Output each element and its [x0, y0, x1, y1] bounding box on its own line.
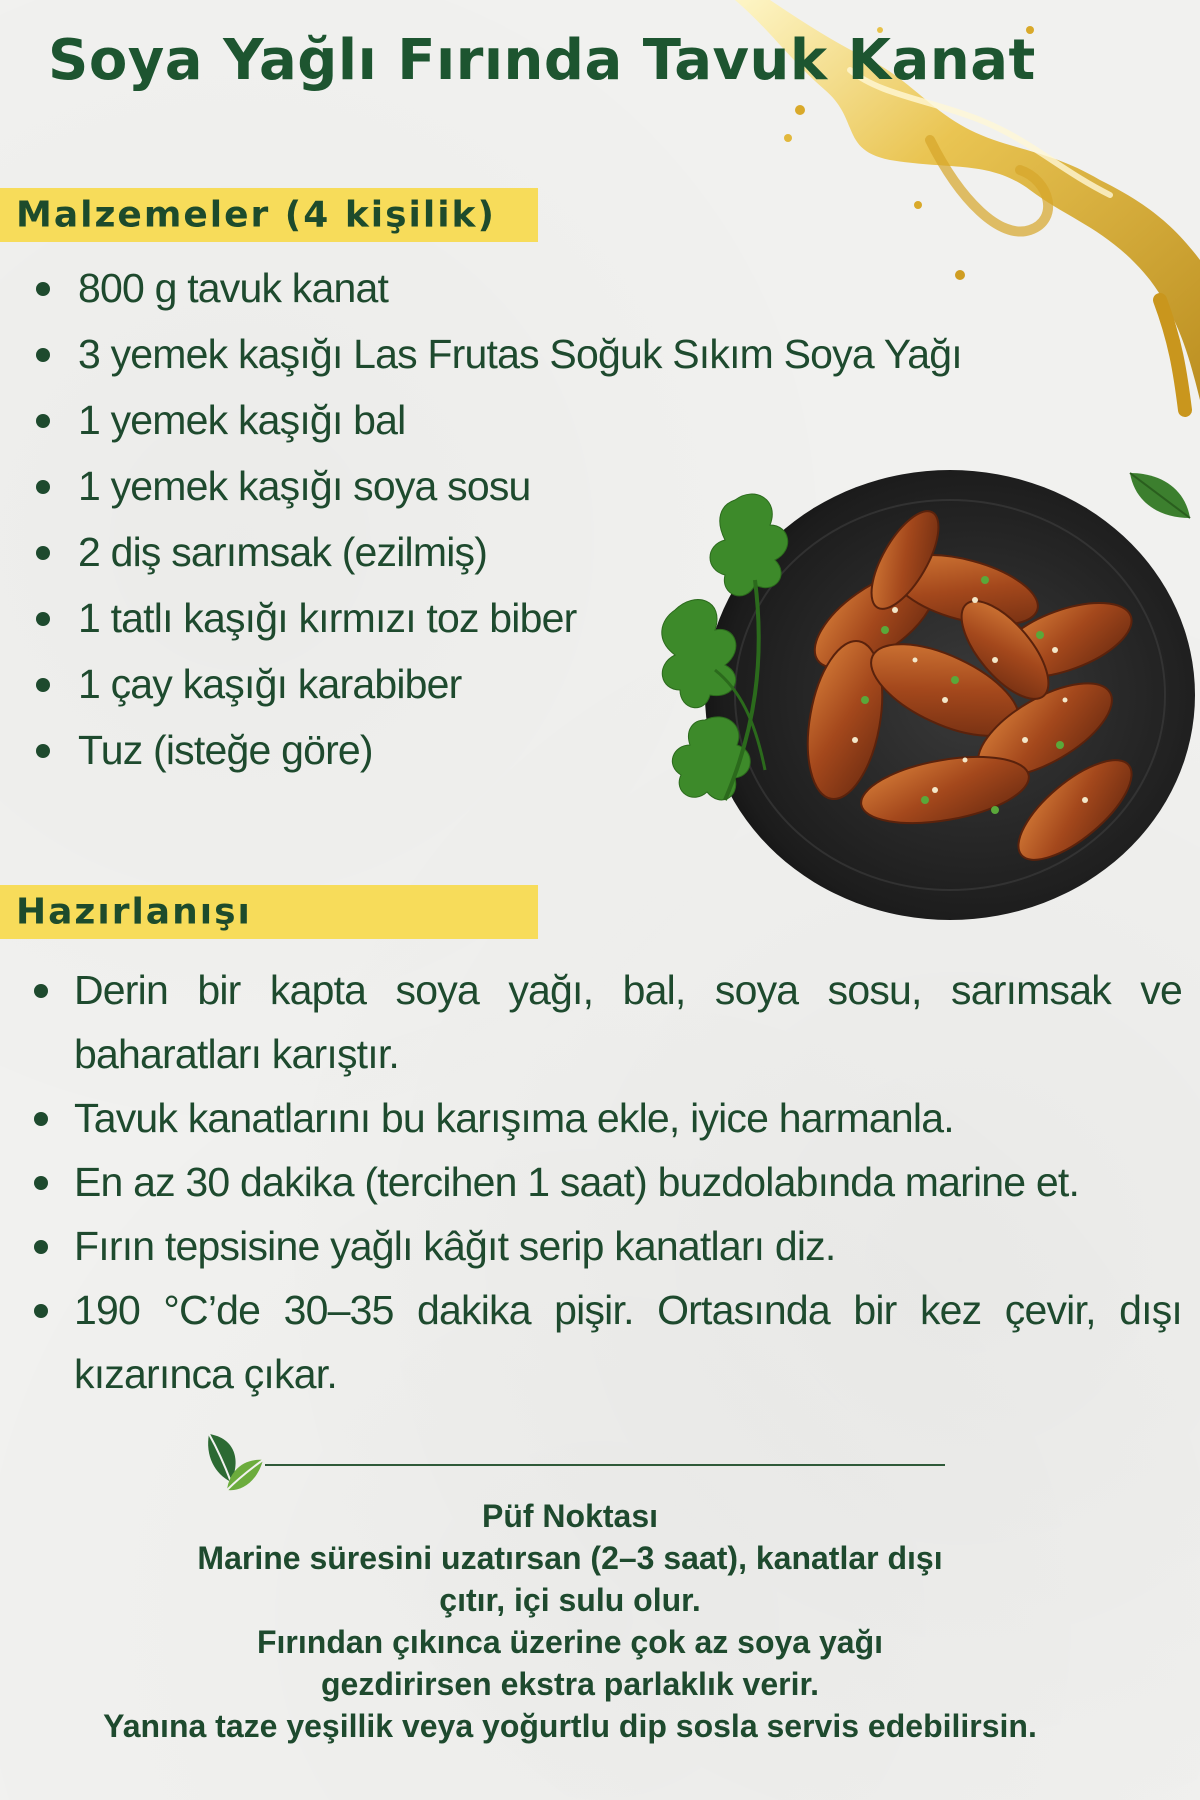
bullet-icon	[36, 348, 50, 362]
list-item: 3 yemek kaşığı Las Frutas Soğuk Sıkım Soya Yağı	[34, 321, 1024, 387]
bullet-icon	[34, 1176, 48, 1190]
preparation-heading: Hazırlanışı	[16, 891, 252, 933]
list-item: Fırın tepsisine yağlı kâğıt serip kanatları diz.	[32, 1214, 1182, 1278]
preparation-list	[32, 958, 1182, 1406]
tip-divider	[205, 1430, 945, 1500]
list-item: 1 yemek kaşığı soya sosu	[34, 453, 1024, 519]
list-item: 1 tatlı kaşığı kırmızı toz biber	[34, 585, 1024, 651]
bullet-icon	[36, 744, 50, 758]
list-item: En az 30 dakika (tercihen 1 saat) buzdolabında marine et.	[32, 1150, 1182, 1214]
chicken-wings-plate-image	[645, 440, 1200, 940]
list-item: 1 çay kaşığı karabiber	[34, 651, 1024, 717]
ingredients-heading: Malzemeler (4 kişilik)	[16, 194, 496, 236]
list-item: 190 °C’de 30–35 dakika pişir. Ortasında bir kez çevir, dışı kızarınca çıkar.	[32, 1278, 1182, 1406]
bullet-icon	[34, 1240, 48, 1254]
list-item: Tavuk kanatlarını bu karışıma ekle, iyice harmanla.	[32, 1086, 1182, 1150]
list-item: 2 diş sarımsak (ezilmiş)	[34, 519, 1024, 585]
list-item: Tuz (isteğe göre)	[34, 717, 1024, 783]
bullet-icon	[36, 546, 50, 560]
bullet-icon	[36, 480, 50, 494]
bullet-icon	[36, 282, 50, 296]
tip-line: Marine süresini uzatırsan (2–3 saat), kanatlar dışı çıtır, içi sulu olur.	[197, 1540, 943, 1618]
bullet-icon	[36, 612, 50, 626]
leaf-icon	[205, 1430, 267, 1496]
bullet-icon	[34, 984, 48, 998]
tip-line: Yanına taze yeşillik veya yoğurtlu dip sosla servis edebilirsin.	[103, 1708, 1037, 1744]
tip-section	[40, 1495, 1100, 1747]
ingredients-heading-band	[0, 188, 538, 242]
divider-line	[265, 1464, 945, 1466]
bullet-icon	[34, 1304, 48, 1318]
page-title: Soya Yağlı Fırında Tavuk Kanat	[48, 28, 1036, 93]
bullet-icon	[36, 678, 50, 692]
bullet-icon	[34, 1112, 48, 1126]
preparation-heading-band	[0, 885, 538, 939]
list-item: Derin bir kapta soya yağı, bal, soya sosu, sarımsak ve baharatları karıştır.	[32, 958, 1182, 1086]
tip-line: Fırından çıkınca üzerine çok az soya yağı gezdirirsen ekstra parlaklık verir.	[256, 1624, 883, 1702]
list-item: 1 yemek kaşığı bal	[34, 387, 1024, 453]
bullet-icon	[36, 414, 50, 428]
tip-title: Püf Noktası	[481, 1498, 659, 1534]
list-item: 800 g tavuk kanat	[34, 255, 1024, 321]
